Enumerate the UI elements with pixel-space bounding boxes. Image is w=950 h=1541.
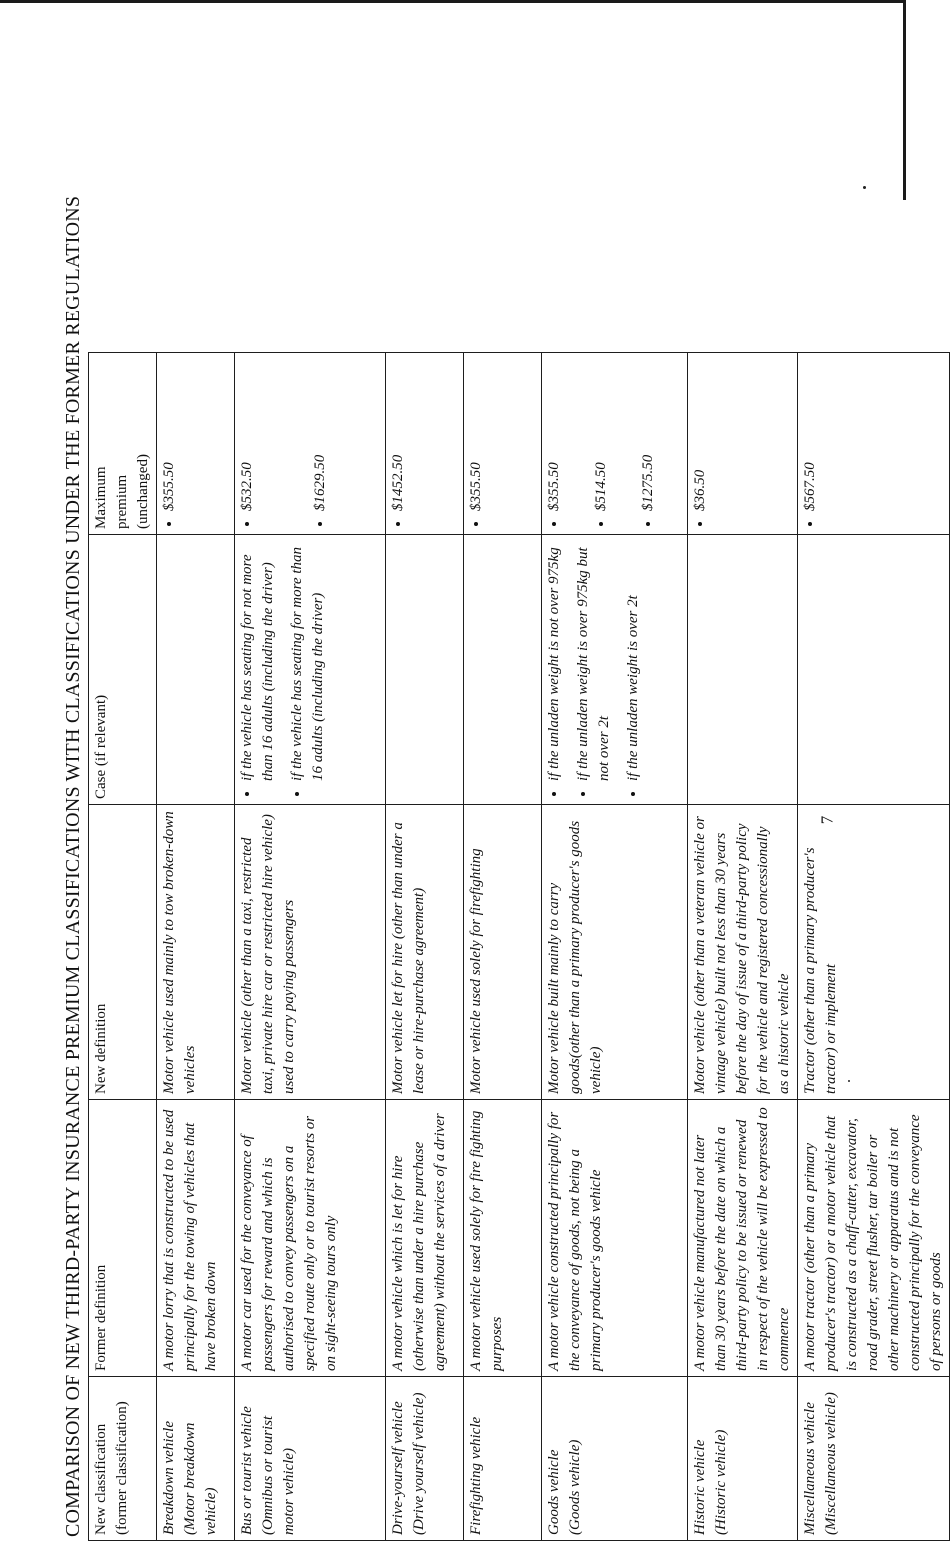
- premium-list: [800, 358, 821, 529]
- former-classification-text: (Drive yourself vehicle): [411, 1392, 427, 1535]
- table-header-row: [89, 353, 157, 1541]
- premium-list: [544, 358, 659, 529]
- cell-former-definition: A motor tractor (other than a primary producer's tractor) or a motor vehicle that is constructed as a chaff-cutter, excavator, road grader, street flusher, tar boiler or other machinery or apparatus and is not constructed principally for the conveyance of persons or goods: [798, 1100, 950, 1377]
- premium-value: • $532.50: [237, 358, 258, 511]
- case-item: • if the unladen weight is not over 975kg: [544, 540, 565, 781]
- header-max-line-3: (unchanged): [135, 454, 151, 529]
- premium-value: • $36.50: [690, 358, 711, 511]
- former-classification-text: (Miscellaneous vehicle): [823, 1392, 839, 1535]
- cell-former-definition: A motor lorry that is constructed to be used principally for the towing of vehicles that have broken down: [157, 1100, 235, 1377]
- premium-value: • $1629.50: [310, 358, 331, 511]
- header-former-definition: Former definition: [89, 1100, 157, 1377]
- cell-premium: [464, 353, 542, 535]
- premium-value: • $355.50: [544, 358, 565, 511]
- new-classification-text: Bus or tourist vehicle: [239, 1406, 255, 1535]
- scan-speck: [863, 186, 866, 189]
- table-row: [798, 353, 950, 1541]
- cell-former-definition: A motor car used for the conveyance of passengers for reward and which is authorised to convey passengers on a specified route only or to tourist resorts or on sight-seeing tours only: [235, 1100, 386, 1377]
- premium-value: • $1452.50: [388, 358, 409, 511]
- premium-value: • $514.50: [591, 358, 612, 511]
- case-item: • if the unladen weight is over 975kg but not over 2t: [573, 540, 615, 781]
- table-row: [157, 353, 235, 1541]
- header-max-line-2: premium: [114, 474, 130, 529]
- case-list: [544, 540, 644, 799]
- header-former-classification-label: (former classification): [114, 1401, 130, 1535]
- table-row: [542, 353, 688, 1541]
- cell-new-definition: Motor vehicle built mainly to carry goods(other than a primary producer's goods vehicle): [542, 805, 688, 1100]
- former-classification-text: (Motor breakdown vehicle): [182, 1422, 219, 1535]
- premium-list: [690, 358, 711, 529]
- cell-case: [798, 535, 950, 805]
- cell-case: [157, 535, 235, 805]
- cell-new-definition: Motor vehicle (other than a taxi, restricted taxi, private hire car or restricted hire vehicle) used to carry paying passengers: [235, 805, 386, 1100]
- header-case: Case (if relevant): [89, 535, 157, 805]
- cell-classification: [235, 1377, 386, 1541]
- premium-list: [237, 358, 331, 529]
- cell-case: [464, 535, 542, 805]
- cell-classification: [157, 1377, 235, 1541]
- case-item: • if the vehicle has seating for not more than 16 adults (including the driver): [237, 540, 279, 781]
- new-classification-text: Goods vehicle: [546, 1449, 562, 1535]
- new-classification-text: Miscellaneous vehicle: [802, 1402, 818, 1535]
- case-item: • if the vehicle has seating for more than 16 adults (including the driver): [287, 540, 329, 781]
- header-new-definition: New definition: [89, 805, 157, 1100]
- cell-classification: [798, 1377, 950, 1541]
- former-classification-text: (Historic vehicle): [713, 1429, 729, 1535]
- cell-classification: [542, 1377, 688, 1541]
- table-row: [688, 353, 798, 1541]
- cell-premium: [798, 353, 950, 535]
- cell-classification: [386, 1377, 464, 1541]
- case-list: [237, 540, 329, 799]
- cell-former-definition: A motor vehicle constructed principally for the conveyance of goods, not being a primary producer's goods vehicle: [542, 1100, 688, 1377]
- cell-case: [235, 535, 386, 805]
- cell-new-definition: Tractor (other than a primary producer's tractor) or implement: [798, 805, 950, 1100]
- header-maximum-premium: [89, 353, 157, 535]
- new-classification-text: Historic vehicle: [692, 1439, 708, 1535]
- header-max-line-1: Maximum: [93, 466, 109, 529]
- new-classification-text: Firefighting vehicle: [468, 1416, 484, 1535]
- premium-value: • $355.50: [466, 358, 487, 511]
- cell-new-definition: Motor vehicle let for hire (other than under a lease or hire-purchase agreement): [386, 805, 464, 1100]
- page-number: 7: [817, 815, 837, 825]
- premium-list: [159, 358, 180, 529]
- header-new-classification: [89, 1377, 157, 1541]
- cell-case: [688, 535, 798, 805]
- former-classification-text: (Goods vehicle): [567, 1439, 583, 1535]
- cell-new-definition: Motor vehicle used solely for firefighting: [464, 805, 542, 1100]
- rotated-document: [58, 195, 944, 1541]
- cell-premium: [235, 353, 386, 535]
- table-row: [386, 353, 464, 1541]
- new-classification-text: Breakdown vehicle: [161, 1421, 177, 1535]
- comparison-table: [88, 352, 950, 1541]
- cell-former-definition: A motor vehicle manufactured not later than 30 years before the date on which a third-party policy to be issued or renewed in respect of the vehicle will be expressed to commence: [688, 1100, 798, 1377]
- premium-value: • $1275.50: [638, 358, 659, 511]
- cell-new-definition: Motor vehicle used mainly to tow broken-down vehicles: [157, 805, 235, 1100]
- cell-classification: [688, 1377, 798, 1541]
- premium-value: • $567.50: [800, 358, 821, 511]
- cell-premium: [157, 353, 235, 535]
- new-classification-text: Drive-yourself vehicle: [390, 1401, 406, 1535]
- page-title: COMPARISON OF NEW THIRD-PARTY INSURANCE PREMIUM CLASSIFICATIONS WITH CLASSIFICATIONS UNDER THE FORMER REGULATIONS: [62, 195, 84, 1537]
- cell-premium: [386, 353, 464, 535]
- scan-edge-top: [0, 0, 906, 3]
- table-row: [235, 353, 386, 1541]
- case-item: • if the unladen weight is over 2t: [623, 540, 644, 781]
- cell-case: [542, 535, 688, 805]
- cell-case: [386, 535, 464, 805]
- cell-new-definition: Motor vehicle (other than a veteran vehicle or vintage vehicle) built not less than 30 years before the day of issue of a third-party policy for the vehicle and registered concessionally as a historic vehicle: [688, 805, 798, 1100]
- cell-former-definition: A motor vehicle used solely for fire fighting purposes: [464, 1100, 542, 1377]
- premium-list: [388, 358, 409, 529]
- table-body: [157, 353, 950, 1541]
- scan-edge-right: [903, 0, 906, 200]
- header-new-classification-label: New classification: [93, 1423, 109, 1535]
- cell-classification: [464, 1377, 542, 1541]
- cell-premium: [542, 353, 688, 535]
- premium-list: [466, 358, 487, 529]
- premium-value: • $355.50: [159, 358, 180, 511]
- cell-premium: [688, 353, 798, 535]
- table-row: [464, 353, 542, 1541]
- former-classification-text: (Omnibus or tourist motor vehicle): [260, 1415, 297, 1535]
- cell-former-definition: A motor vehicle which is let for hire (otherwise than under a hire purchase agreement) without the services of a driver: [386, 1100, 464, 1377]
